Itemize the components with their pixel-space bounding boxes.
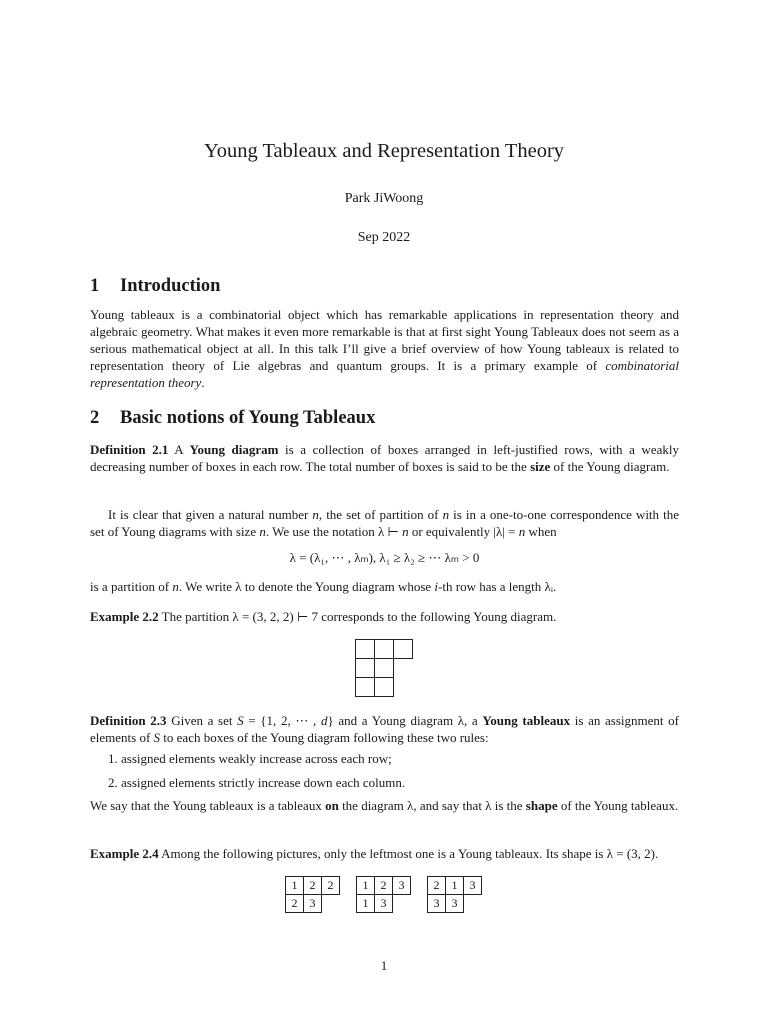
intro-emphasis: combinatorial representation theory [90,358,679,390]
intro-text: Young tableaux is a combinatorial object which has remarkable applications in representation theory and algebraic geometry. What makes it even more remarkable is that at first sight Young Tableaux does not seem as a serious mathematical object at all. In this talk I’ll give a brief overview of how Young tableaux is related to representation theory of Lie algebras and quantum groups. It is a primary example of [90,307,679,373]
diagram-box [374,677,394,697]
math-var: i [434,579,439,594]
tableau-cell: 2 [321,876,340,895]
def-text: is an assignment of elements of [90,713,680,745]
para-text: is a partition of [90,579,173,594]
para-text: It is clear that given a natural number [108,507,313,522]
math-var: n [402,524,409,539]
tableaux-examples [0,876,768,916]
defined-term: Young tableaux [482,713,571,728]
tableau-cell: 1 [445,876,464,895]
shape-paragraph [90,797,679,814]
tableau-cell: 1 [356,876,375,895]
section-title: Introduction [120,276,221,296]
section-heading-basic-notions [90,408,375,429]
page-number: 1 [380,958,388,973]
para-text: when [525,524,557,539]
para-text: is in a one-to-one correspondence with the set of Young diagrams with size [90,507,679,539]
math-var: n [259,524,266,539]
diagram-box [355,639,375,659]
para-text: of the Young tableaux. [557,798,679,813]
para-text: , the set of partition of [318,507,443,522]
tableau-cell: 3 [374,894,393,913]
example-2-4 [90,845,679,862]
diagram-box [374,639,394,659]
date: Sep 2022 [357,230,411,245]
partition-paragraph [90,506,679,540]
paper-title: Young Tableaux and Representation Theory [203,140,565,162]
math-var: n [518,524,526,539]
math-var: d [320,713,328,728]
rule-item: 1. assigned elements weakly increase across each row; [108,751,392,766]
def-text: } and a Young diagram λ, a [327,713,483,728]
tableau-cell: 3 [392,876,411,895]
defined-term: Young diagram [189,442,279,457]
diagram-box [393,639,413,659]
def-text: = {1, 2, ⋯ , [243,713,321,728]
section-number: 1 [90,276,100,296]
section-number: 2 [90,408,100,428]
diagram-box [355,677,375,697]
def-text: of the Young diagram. [550,459,670,474]
section-heading-introduction [90,276,220,297]
math-var: S [153,730,161,745]
diagram-box [374,658,394,678]
rule-item: 2. assigned elements strictly increase down each column. [108,775,406,790]
para-text: We say that the Young tableaux is a tableaux [90,798,326,813]
def-text: is a collection of boxes arranged in left-justified rows, with a weakly decreasing number of boxes in each row. The total number of boxes is said to be the [90,442,679,474]
definition-label: Definition 2.3 [90,713,167,728]
tableau-cell: 2 [374,876,393,895]
para-text: . We write λ to denote the Young diagram whose [178,579,435,594]
example-2-2 [90,608,679,625]
section-title: Basic notions of Young Tableaux [120,408,376,428]
def-text: to each boxes of the Young diagram following these two rules: [160,730,489,745]
intro-paragraph [90,306,679,391]
author: Park JiWoong [344,191,424,206]
tableau-cell: 1 [356,894,375,913]
partition-paragraph-cont [90,578,679,595]
para-text: . We use the notation λ ⊢ [265,524,403,539]
example-label: Example 2.4 [90,846,159,861]
tableau-cell: 3 [463,876,482,895]
defined-term: size [530,459,551,474]
example-text: The partition λ = (3, 2, 2) ⊢ 7 corresponds to the following Young diagram. [158,609,557,624]
defined-term: on [325,798,339,813]
def-text: A [168,442,190,457]
para-text: the diagram λ, and say that λ is the [338,798,526,813]
definition-2-1 [90,441,679,475]
diagram-box [355,658,375,678]
tableau-cell: 3 [303,894,322,913]
defined-term: shape [525,798,558,813]
young-diagram [355,639,415,699]
definition-2-3 [90,712,679,746]
tableau-cell: 3 [427,894,446,913]
tableau-cell: 3 [445,894,464,913]
tableau-cell: 2 [285,894,304,913]
example-label: Example 2.2 [90,609,159,624]
tableau-cell: 2 [303,876,322,895]
definition-label: Definition 2.1 [90,442,169,457]
para-text: or equivalently |λ| = [408,524,519,539]
partition-equation: λ = (λ₁, ⋯ , λₘ), λ₁ ≥ λ₂ ≥ ⋯ λₘ > 0 [289,550,480,565]
math-var: n [172,579,179,594]
para-text: -th row has a length λᵢ. [438,579,557,594]
tableau-cell: 1 [285,876,304,895]
tableau-cell: 2 [427,876,446,895]
def-text: Given a set [166,713,238,728]
math-var: S [237,713,244,728]
intro-end: . [201,375,205,390]
math-var: n [312,507,319,522]
math-var: n [442,507,450,522]
example-text: Among the following pictures, only the leftmost one is a Young tableaux. Its shape is λ = (3, 2). [158,846,659,861]
